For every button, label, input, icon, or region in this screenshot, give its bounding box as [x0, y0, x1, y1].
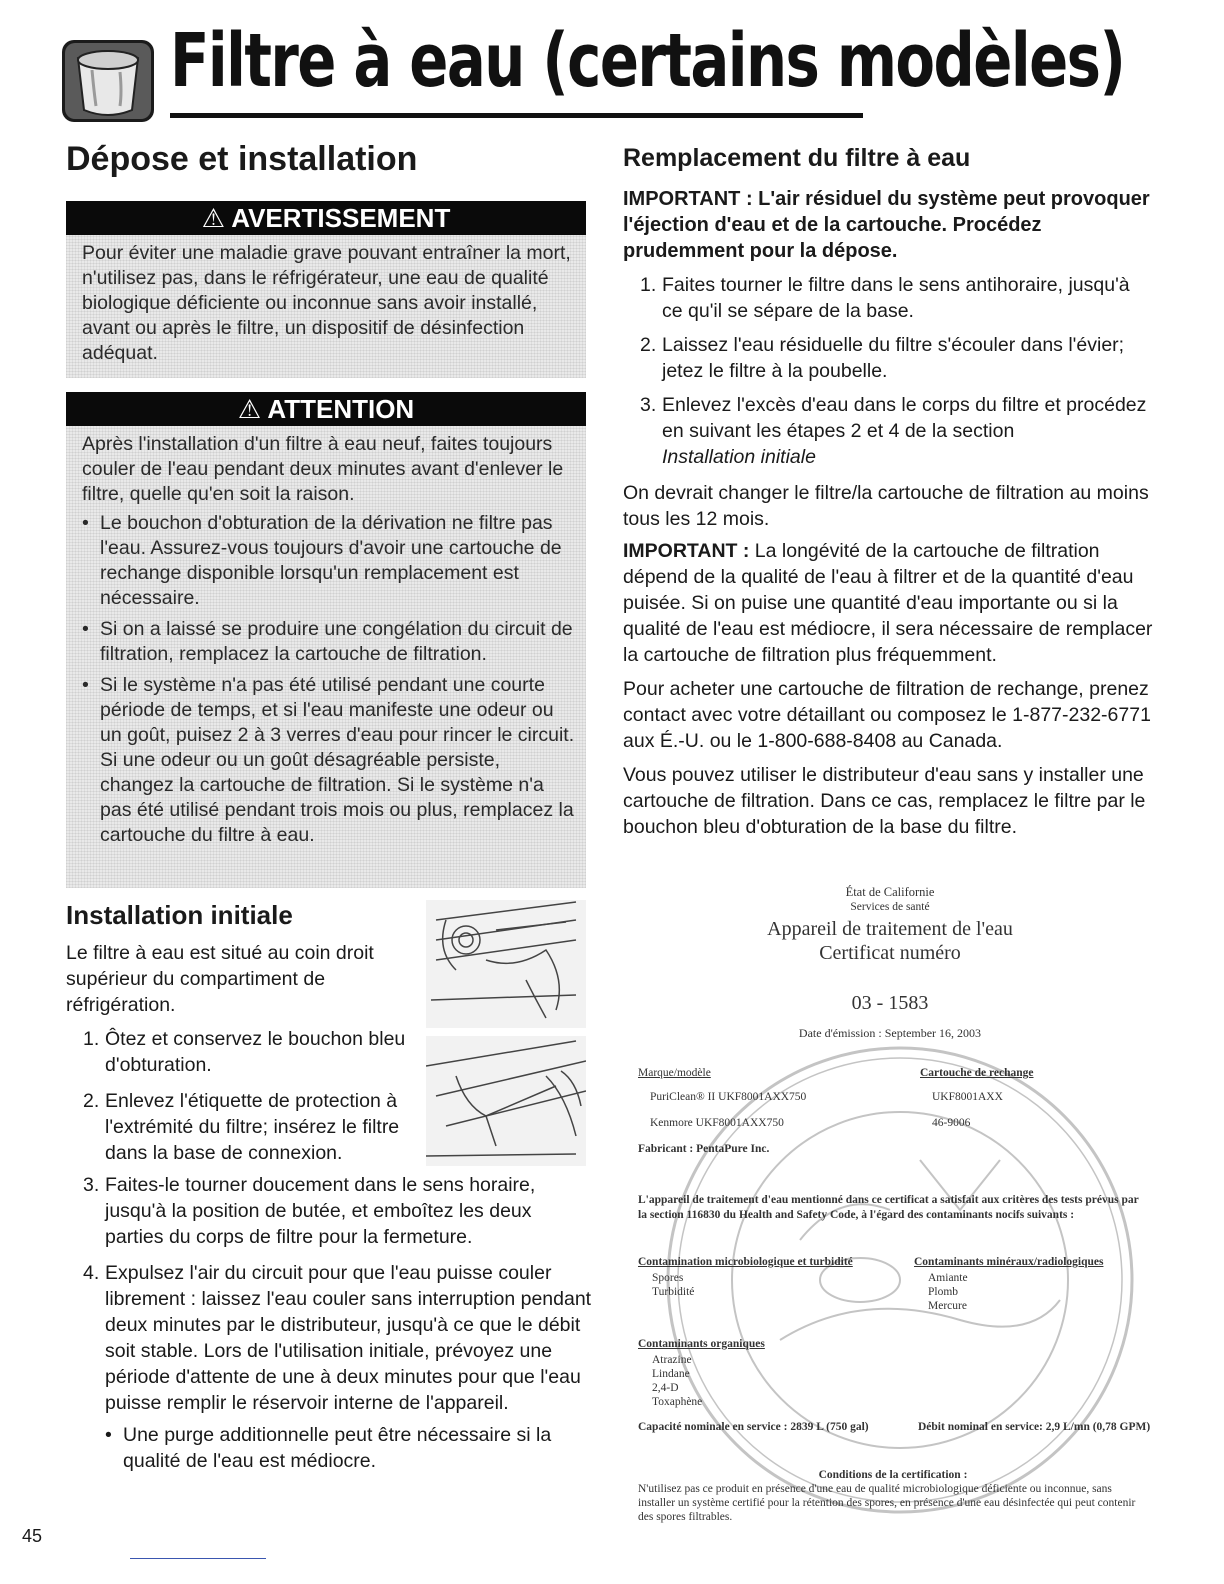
cert-contaminant: Turbidité [652, 1286, 695, 1298]
attention-bullet: • Si le système n'a pas été utilisé pendant une courte période de temps, et si l'eau manifeste une odeur ou un goût, puisez 2 à 3 verres d'eau pour rincer le circuit. Si une odeur ou un goût désagréable persiste, changez la cartouche de filtration. Si le système n'a pas été utilisé pendant trois mois ou plus, remplacez la cartouche du filtre à eau. [82, 673, 576, 848]
cert-brand: Kenmore UKF8001AXX750 [650, 1117, 784, 1129]
cert-contaminant: Toxaphène [652, 1396, 703, 1408]
filter-insertion-illustration [426, 1036, 586, 1166]
cert-contaminant: 2,4-D [652, 1382, 679, 1394]
section-heading-remplacement: Remplacement du filtre à eau [623, 144, 971, 172]
cert-cartridge: UKF8001AXX [932, 1091, 1003, 1103]
purchase-text: Pour acheter une cartouche de filtration de rechange, prenez contact avec votre détaillant ou composez le 1-877-232-6771 aux É.-U. ou le 1-800-688-8408 au Canada. [623, 678, 1151, 752]
install-step: 3. Faites-le tourner doucement dans le sens horaire, jusqu'à la position de butée, et emboîtez les deux parties du corps de filtre pour la fermeture. [83, 1174, 536, 1248]
replacement-step: 2. Laissez l'eau résiduelle du filtre s'écouler dans l'évier; jetez le filtre à la poubelle. [640, 334, 1125, 382]
attention-header: ⚠ ATTENTION [66, 392, 586, 426]
page-number: 45 [22, 1526, 43, 1546]
cert-services: Services de santé [850, 901, 930, 913]
install-intro: Le filtre à eau est situé au coin droit supérieur du compartiment de réfrigération. [66, 942, 374, 1016]
section-reference: Installation initiale [662, 446, 816, 468]
cert-contaminant: Spores [652, 1272, 684, 1284]
cert-brand-header: Marque/modèle [638, 1067, 711, 1079]
attention-box [66, 426, 586, 888]
cert-mineral-header: Contaminants minéraux/radiologiques [914, 1256, 1104, 1268]
warning-text: Pour éviter une maladie grave pouvant entraîner la mort, n'utilisez pas, dans le réfrigérateur, une eau de qualité biologique déficiente ou inconnue sans avoir installé, avant ou après le filtre, un dispositif de désinfection adéquat. [82, 242, 571, 364]
cert-date: Date d'émission : September 16, 2003 [798, 1026, 982, 1040]
title-divider [170, 113, 863, 118]
state-seal-watermark [660, 1040, 1140, 1520]
section-heading-depose: Dépose et installation [66, 140, 418, 178]
install-sub-bullet: • Une purge additionnelle peut être nécessaire si la qualité de l'eau est médiocre. [105, 1422, 595, 1474]
replacement-step: 1. Faites tourner le filtre dans le sens antihoraire, jusqu'à ce qu'il se sépare de la base. [640, 274, 1130, 322]
important-notice: IMPORTANT : L'air résiduel du système peut provoquer l'éjection d'eau et de la cartouche. Procédez prudemment pour la dépose. [623, 188, 1150, 262]
cert-contaminant: Atrazine [652, 1354, 692, 1366]
page-title: Filtre à eau (certains modèles) [170, 18, 1125, 104]
cert-capacity: Capacité nominale en service : 2839 L (750 gal) [638, 1421, 869, 1433]
dispenser-text: Vous pouvez utiliser le distributeur d'eau sans y installer une cartouche de filtration. Dans ce cas, remplacez le filtre par le bouchon bleu d'obturation de la base du filtre. [623, 764, 1146, 838]
cert-contaminant: Amiante [928, 1272, 968, 1284]
install-steps-list-continued [75, 1172, 595, 1484]
cert-flow: Débit nominal en service: 2,9 L/mn (0,78 GPM) [918, 1421, 1151, 1433]
cert-title: Appareil de traitement de l'eau [767, 918, 1013, 940]
cert-cartridge: 46-9006 [932, 1117, 971, 1129]
cert-subtitle: Certificat numéro [819, 942, 961, 964]
cert-contaminant: Mercure [928, 1300, 967, 1312]
cert-conditions-title: Conditions de la certification : [818, 1469, 968, 1481]
filter-location-illustration [426, 900, 586, 1028]
replacement-step: 3. Enlevez l'excès d'eau dans le corps du filtre et procédez en suivant les étapes 2 et 4 de la section Installation initiale [640, 394, 1147, 468]
warning-box [66, 235, 586, 378]
important-longevity: IMPORTANT : La longévité de la cartouche de filtration dépend de la qualité de l'eau à filtrer et de la quantité d'eau puisée. Si on puise une quantité d'eau importante ou si la qualité de l'eau est médiocre, il sera nécessaire de remplacer la cartouche de filtration plus fréquemment. [623, 540, 1153, 666]
cert-contaminant: Lindane [652, 1368, 690, 1380]
cert-statement: L'appareil de traitement d'eau mentionné dans ce certificat a satisfait aux critères des tests prévus par la section 116830 du Health and Safety Code, à l'égard des contaminants nocifs suivants : [638, 1194, 1139, 1221]
install-step: 2. Enlevez l'étiquette de protection à l'extrémité du filtre; insérez le filtre dans la base de connexion. [83, 1090, 400, 1164]
cert-brand: PuriClean® II UKF8001AXX750 [650, 1091, 807, 1103]
cert-number: 03 - 1583 [851, 992, 929, 1014]
replacement-steps-list [632, 272, 1152, 478]
cert-conditions-text: N'utilisez pas ce produit en présence d'une eau de qualité microbiologique déficiente ou inconnue, sans installer un système certifié pour la rétention des spores, en présence d'une eau désinfectée qui peut contenir des spores filtrables. [638, 1483, 1136, 1523]
cert-manufacturer: Fabricant : PentaPure Inc. [638, 1143, 770, 1155]
cert-organic-header: Contaminants organiques [638, 1338, 765, 1350]
cert-micro-header: Contamination microbiologique et turbidité [638, 1256, 853, 1268]
cert-contaminant: Plomb [928, 1286, 959, 1298]
install-heading: Installation initiale [66, 900, 293, 930]
install-steps-list [75, 1026, 420, 1176]
cert-conditions [638, 1468, 1148, 1524]
attention-bullet-list [82, 511, 576, 848]
cert-cartridge-header: Cartouche de rechange [920, 1067, 1034, 1079]
change-frequency-text: On devrait changer le filtre/la cartouche de filtration au moins tous les 12 mois. [623, 482, 1149, 530]
warning-header: ⚠ AVERTISSEMENT [66, 201, 586, 235]
certificate [620, 880, 1160, 1530]
install-step: 1. Ôtez et conservez le bouchon bleu d'obturation. [83, 1028, 406, 1076]
cert-state: État de Californie [845, 885, 935, 899]
attention-intro: Après l'installation d'un filtre à eau neuf, faites toujours couler de l'eau pendant deux minutes avant d'enlever le filtre, quelle qu'en soit la raison. [82, 433, 564, 505]
attention-bullet: • Le bouchon d'obturation de la dérivation ne filtre pas l'eau. Assurez-vous toujours d'avoir une cartouche de rechange disponible lorsqu'un remplacement est nécessaire. [82, 511, 576, 611]
install-step: 4. Expulsez l'air du circuit pour que l'eau puisse couler librement : laissez l'eau couler sans interruption pendant deux minutes par le distributeur, jusqu'à ce que le débit soit stable. Lors de l'utilisation initiale, prévoyez une période d'attente de une à deux minutes pour que l'eau puisse remplir le réservoir interne de l'appareil. • Une purge additionnelle peut être nécessaire si la qualité de l'eau est médiocre. [75, 1260, 595, 1474]
attention-bullet: • Si on a laissé se produire une congélation du circuit de filtration, remplacez la cartouche de filtration. [82, 617, 576, 667]
footer-divider [130, 1558, 266, 1559]
water-filter-icon [62, 40, 154, 122]
